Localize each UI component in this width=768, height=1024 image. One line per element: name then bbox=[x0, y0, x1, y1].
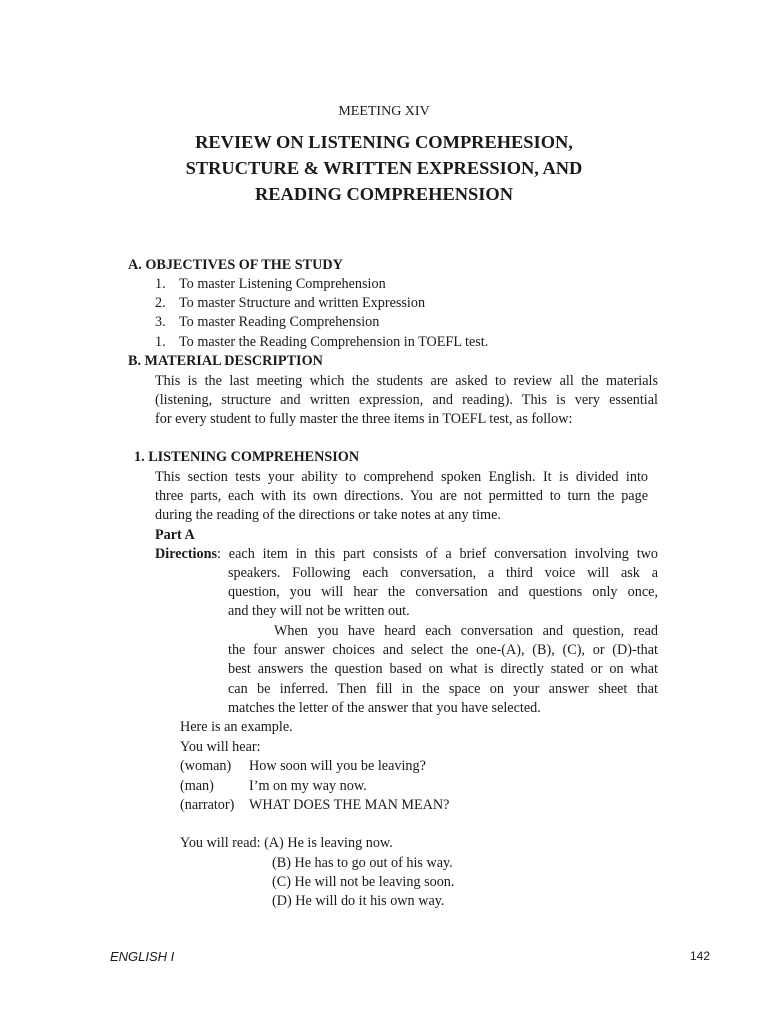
directions-first-line: Directions: each item in this part consists of a brief conversation involving two bbox=[155, 546, 658, 562]
example-intro: Here is an example. bbox=[180, 719, 293, 735]
you-will-hear-label: You will hear: bbox=[180, 739, 261, 755]
title-line: REVIEW ON LISTENING COMPREHESION, bbox=[195, 132, 573, 152]
footer-course-label: ENGLISH I bbox=[110, 949, 175, 964]
title-line: STRUCTURE & WRITTEN EXPRESSION, AND bbox=[185, 158, 583, 178]
answer-option: (A) He is leaving now. bbox=[264, 835, 393, 851]
dialogue-line: (man) I’m on my way now. bbox=[180, 778, 367, 794]
section-a-heading: A. OBJECTIVES OF THE STUDY bbox=[128, 257, 343, 273]
list-item: 3. To master Reading Comprehension bbox=[155, 314, 380, 331]
part-a-heading: Part A bbox=[155, 527, 195, 543]
meeting-label: MEETING XIV bbox=[338, 104, 430, 119]
objectives-list bbox=[155, 275, 488, 352]
dialogue-line: (woman) How soon will you be leaving? bbox=[180, 758, 426, 774]
directions-paragraph: speakers. Following each conversation, a third voice will ask a question, you will hear the conversation and questions only once, and they will not be written out. bbox=[228, 565, 658, 620]
listening-intro-paragraph: This section tests your ability to comprehend spoken English. It is divided into three parts, each with its own directions. You are not permitted to turn the page during the reading of the directions or take notes at any time. bbox=[155, 469, 648, 524]
listening-heading: 1. LISTENING COMPREHENSION bbox=[134, 449, 360, 465]
dialogue-line: (narrator) WHAT DOES THE MAN MEAN? bbox=[180, 797, 450, 813]
answer-option: (C) He will not be leaving soon. bbox=[272, 874, 455, 890]
answer-option: (D) He will do it his own way. bbox=[272, 893, 445, 909]
document-title bbox=[110, 129, 658, 207]
list-item: 2. To master Structure and written Expression bbox=[155, 295, 426, 312]
list-item: 1. To master Listening Comprehension bbox=[155, 276, 386, 292]
answer-option: (B) He has to go out of his way. bbox=[272, 855, 453, 871]
material-description-paragraph: This is the last meeting which the students are asked to review all the materials (listening, structure and written expression, and reading). This is very essential for every student to fully master the three items in TOEFL test, as follow: bbox=[155, 373, 658, 428]
section-b-heading: B. MATERIAL DESCRIPTION bbox=[128, 353, 323, 369]
directions-label: Directions bbox=[155, 546, 217, 562]
you-will-read-line: You will read: (A) He is leaving now. bbox=[180, 835, 393, 851]
directions-paragraph-2: When you have heard each conversation and question, read the four answer choices and select the one-(A), (B), (C), or (D)-that best answers the question based on what is directly stated or on what can be inferred. Then fill in the space on your answer sheet that matches the letter of the answer that you have selected. bbox=[228, 623, 658, 716]
list-item: 1. To master the Reading Comprehension in TOEFL test. bbox=[155, 333, 489, 350]
title-line: READING COMPREHENSION bbox=[255, 184, 513, 204]
page-number: 142 bbox=[690, 949, 711, 963]
